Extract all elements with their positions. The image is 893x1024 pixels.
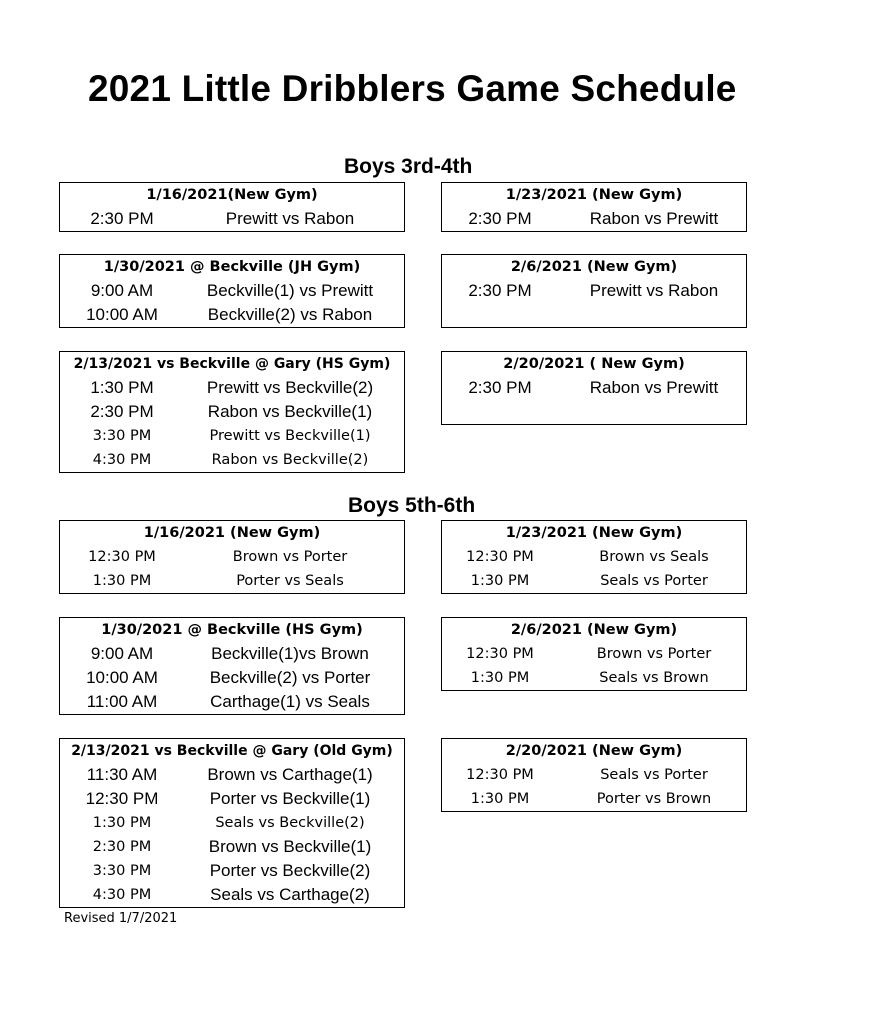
game-matchup: Rabon vs Prewitt [589, 378, 719, 397]
game-time: 12:30 PM [85, 789, 159, 808]
game-time: 2:30 PM [90, 209, 154, 228]
schedule-box [441, 520, 747, 594]
game-matchup: Carthage(1) vs Seals [210, 692, 370, 711]
game-row [60, 303, 404, 327]
game-time: 11:30 AM [86, 765, 158, 784]
game-time: 12:30 PM [466, 646, 534, 662]
schedule-box [441, 182, 747, 232]
game-row [442, 279, 746, 303]
game-time: 2:30 PM [468, 378, 532, 397]
game-time: 2:30 PM [92, 839, 152, 855]
game-time: 3:30 PM [92, 428, 152, 444]
schedule-date-header: 1/30/2021 @ Beckville (HS Gym) [101, 622, 363, 638]
game-matchup: Rabon vs Prewitt [589, 209, 719, 228]
game-matchup: Prewitt vs Beckville(2) [206, 378, 374, 397]
page-title: 2021 Little Dribblers Game Schedule [88, 68, 737, 109]
schedule-box [441, 738, 747, 812]
game-time: 2:30 PM [90, 402, 154, 421]
game-row [60, 569, 404, 593]
game-row [60, 883, 404, 907]
schedule-date-header: 2/13/2021 vs Beckville @ Gary (Old Gym) [71, 743, 393, 759]
schedule-date-header: 2/6/2021 (New Gym) [510, 259, 678, 275]
schedule-date-header: 1/30/2021 @ Beckville (JH Gym) [103, 259, 361, 275]
section-title-boys-5th-6th: Boys 5th-6th [348, 494, 476, 517]
schedule-date-header: 2/13/2021 vs Beckville @ Gary (HS Gym) [73, 356, 391, 372]
game-matchup: Brown vs Porter [232, 549, 348, 565]
schedule-date-header: 2/20/2021 (New Gym) [505, 743, 683, 759]
game-time: 1:30 PM [470, 791, 530, 807]
game-row [60, 690, 404, 714]
game-row [60, 207, 404, 231]
game-row [60, 666, 404, 690]
game-matchup: Seals vs Beckville(2) [215, 815, 365, 831]
schedule-box [59, 738, 405, 908]
game-time: 12:30 PM [466, 767, 534, 783]
game-row [60, 835, 404, 859]
schedule-date-header: 1/23/2021 (New Gym) [505, 525, 683, 541]
game-matchup: Brown vs Beckville(1) [208, 837, 372, 856]
game-row [60, 545, 404, 569]
schedule-box [59, 520, 405, 594]
game-time: 9:00 AM [90, 281, 154, 300]
game-time: 10:00 AM [86, 305, 158, 324]
schedule-date-header: 1/23/2021 (New Gym) [505, 187, 683, 203]
game-matchup: Seals vs Porter [600, 573, 708, 589]
game-row [60, 811, 404, 835]
game-row [442, 207, 746, 231]
game-matchup: Prewitt vs Rabon [589, 281, 719, 300]
game-row [442, 666, 746, 690]
game-row [442, 763, 746, 787]
game-matchup: Beckville(2) vs Rabon [207, 305, 373, 324]
game-matchup: Seals vs Carthage(2) [210, 885, 370, 904]
game-row [60, 448, 404, 472]
game-matchup: Brown vs Seals [599, 549, 709, 565]
schedule-date-header: 1/16/2021(New Gym) [146, 187, 318, 203]
game-row [60, 642, 404, 666]
game-row [60, 376, 404, 400]
game-row [442, 569, 746, 593]
game-matchup: Brown vs Porter [596, 646, 712, 662]
schedule-box [441, 617, 747, 691]
game-time: 1:30 PM [92, 573, 152, 589]
game-time: 2:30 PM [468, 209, 532, 228]
game-row [60, 424, 404, 448]
game-row [60, 400, 404, 424]
game-matchup: Rabon vs Beckville(2) [211, 452, 369, 468]
game-matchup: Rabon vs Beckville(1) [207, 402, 373, 421]
game-matchup: Porter vs Beckville(1) [209, 789, 371, 808]
game-matchup: Seals vs Porter [600, 767, 708, 783]
section-title-boys-3rd-4th: Boys 3rd-4th [344, 155, 473, 178]
game-row [60, 787, 404, 811]
game-row [442, 376, 746, 400]
game-time: 1:30 PM [470, 573, 530, 589]
schedule-box [441, 254, 747, 328]
game-matchup: Porter vs Seals [236, 573, 344, 589]
game-time: 4:30 PM [92, 452, 152, 468]
game-time: 4:30 PM [92, 887, 152, 903]
revised-note: Revised 1/7/2021 [64, 911, 178, 926]
game-row [60, 279, 404, 303]
game-time: 9:00 AM [90, 644, 154, 663]
schedule-box [59, 351, 405, 473]
game-row [442, 642, 746, 666]
game-matchup: Brown vs Carthage(1) [207, 765, 373, 784]
game-row [442, 787, 746, 811]
schedule-date-header: 1/16/2021 (New Gym) [143, 525, 321, 541]
game-row [442, 545, 746, 569]
game-time: 11:00 AM [86, 692, 158, 711]
game-matchup: Beckville(1) vs Prewitt [206, 281, 374, 300]
schedule-date-header: 2/20/2021 ( New Gym) [503, 356, 685, 372]
game-matchup: Porter vs Beckville(2) [209, 861, 371, 880]
game-matchup: Prewitt vs Rabon [225, 209, 355, 228]
game-matchup: Beckville(2) vs Porter [209, 668, 371, 687]
game-matchup: Seals vs Brown [599, 670, 709, 686]
schedule-box [59, 617, 405, 715]
game-matchup: Prewitt vs Beckville(1) [209, 428, 371, 444]
game-time: 1:30 PM [470, 670, 530, 686]
game-time: 12:30 PM [466, 549, 534, 565]
schedule-date-header: 2/6/2021 (New Gym) [510, 622, 678, 638]
schedule-box [441, 351, 747, 425]
game-time: 2:30 PM [468, 281, 532, 300]
game-row [60, 763, 404, 787]
game-row [60, 859, 404, 883]
game-matchup: Porter vs Brown [596, 791, 712, 807]
game-time: 3:30 PM [92, 863, 152, 879]
schedule-box [59, 182, 405, 232]
game-time: 12:30 PM [88, 549, 156, 565]
game-time: 1:30 PM [92, 815, 152, 831]
game-matchup: Beckville(1)vs Brown [211, 644, 369, 663]
game-time: 1:30 PM [90, 378, 154, 397]
game-time: 10:00 AM [86, 668, 158, 687]
schedule-box [59, 254, 405, 328]
